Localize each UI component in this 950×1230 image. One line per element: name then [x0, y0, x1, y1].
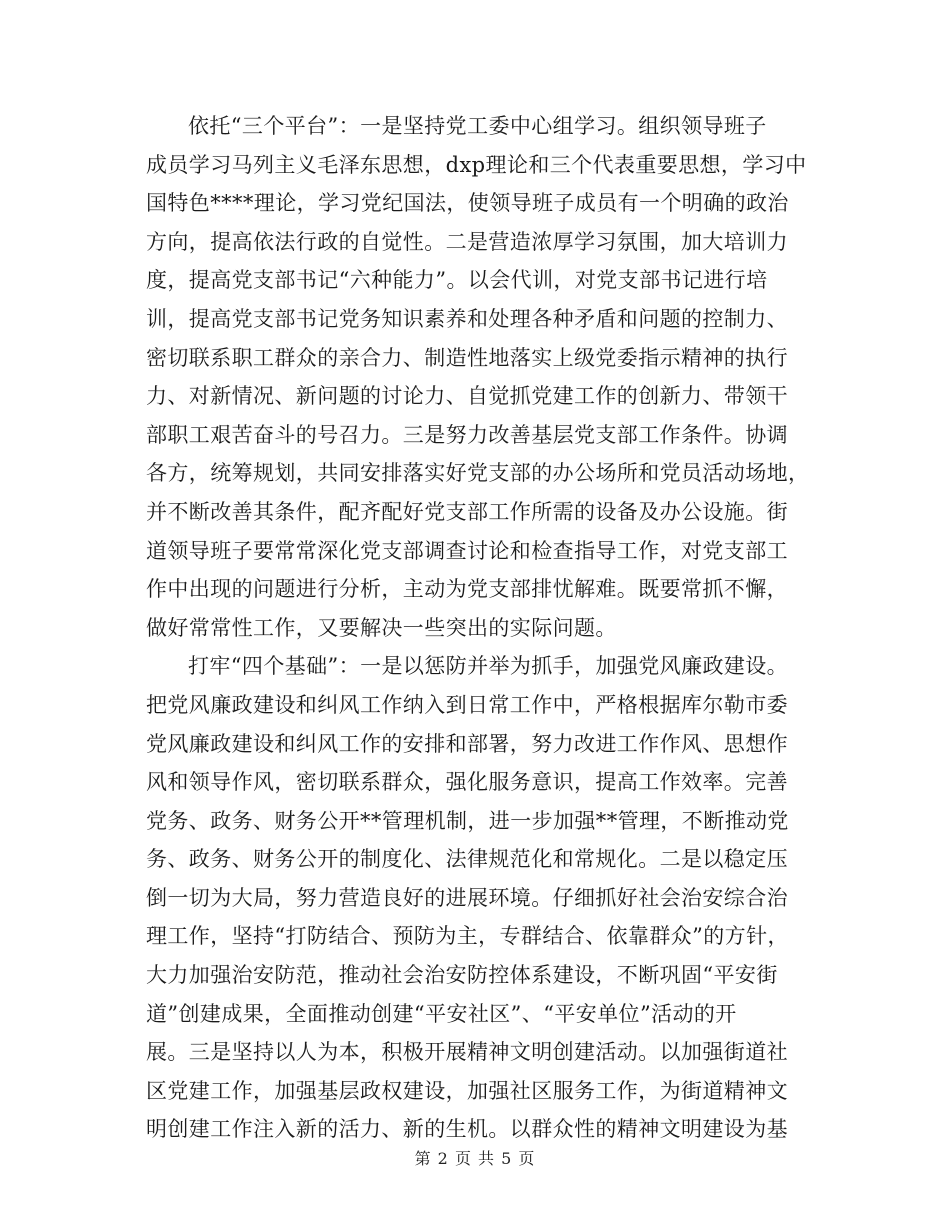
text-line: 道”创建成果，全面推动创建“平安社区”、“平安单位”活动的开	[146, 1001, 737, 1026]
text-line: 风和领导作风，密切联系群众，强化服务意识，提高工作效率。完善	[146, 770, 788, 795]
text-line: 展。三是坚持以人为本，积极开展精神文明创建活动。以加强街道社	[146, 1040, 788, 1065]
text-line: 各方，统筹规划，共同安排落实好党支部的办公场所和党员活动场地，	[146, 461, 810, 486]
text-line: 部职工艰苦奋斗的号召力。三是努力改善基层党支部工作条件。协调	[146, 422, 788, 447]
text-line: 度，提高党支部书记“六种能力”。以会代训，对党支部书记进行培	[146, 268, 768, 293]
text-line: 作中出现的问题进行分析，主动为党支部排忧解难。既要常抓不懈，	[146, 577, 788, 602]
text-line: 成员学习马列主义毛泽东思想，dxp理论和三个代表重要思想，学习中	[146, 152, 807, 177]
page-number-footer: 第 2 页 共 5 页	[414, 1149, 536, 1168]
text-line: 务、政务、财务公开的制度化、法律规范化和常规化。二是以稳定压	[146, 847, 788, 872]
paragraph-three-platforms	[146, 107, 810, 647]
text-line: 明创建工作注入新的活力、新的生机。以群众性的精神文明建设为基	[146, 1117, 788, 1142]
text-line: 区党建工作，加强基层政权建设，加强社区服务工作，为街道精神文	[146, 1078, 788, 1103]
text-line: 党风廉政建设和纠风工作的安排和部署，努力改进工作作风、思想作	[146, 731, 788, 756]
text-line: 把党风廉政建设和纠风工作纳入到日常工作中，严格根据库尔勒市委	[146, 692, 788, 717]
document-body	[146, 107, 810, 1149]
text-line: 依托“三个平台”：一是坚持党工委中心组学习。组织领导班子	[188, 114, 767, 138]
paragraph-four-foundations	[146, 647, 806, 1149]
text-line: 并不断改善其条件，配齐配好党支部工作所需的设备及办公设施。街	[146, 499, 788, 524]
text-line: 理工作，坚持“打防结合、预防为主，专群结合、依靠群众”的方针，	[146, 924, 789, 949]
text-line: 国特色****理论，学习党纪国法，使领导班子成员有一个明确的政治	[146, 191, 789, 216]
text-line: 大力加强治安防范，推动社会治安防控体系建设，不断巩固“平安街	[146, 963, 778, 988]
text-line: 做好常常性工作，又要解决一些突出的实际问题。	[146, 615, 617, 640]
text-line: 训，提高党支部书记党务知识素养和处理各种矛盾和问题的控制力、	[146, 306, 788, 331]
text-line: 方向，提高依法行政的自觉性。二是营造浓厚学习氛围，加大培训力	[146, 229, 788, 254]
text-line: 党务、政务、财务公开**管理机制，进一步加强**管理，不断推动党	[146, 808, 789, 833]
text-line: 道领导班子要常常深化党支部调查讨论和检查指导工作，对党支部工	[146, 538, 788, 563]
text-line: 打牢“四个基础”：一是以惩防并举为抓手，加强党风廉政建设。	[188, 654, 789, 679]
text-line: 力、对新情况、新问题的讨论力、自觉抓党建工作的创新力、带领干	[146, 384, 788, 409]
text-line: 倒一切为大局，努力营造良好的进展环境。仔细抓好社会治安综合治	[146, 885, 788, 910]
text-line: 密切联系职工群众的亲合力、制造性地落实上级党委指示精神的执行	[146, 345, 788, 370]
